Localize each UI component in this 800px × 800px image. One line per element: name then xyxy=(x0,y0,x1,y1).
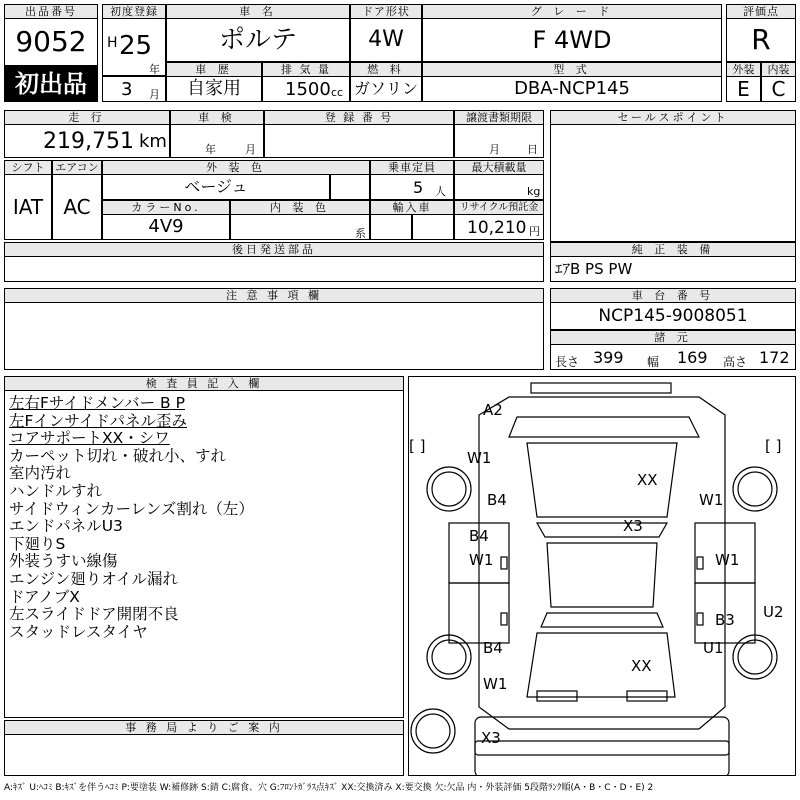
displacement-unit: cc xyxy=(331,86,344,99)
car-name: ポルテ xyxy=(166,18,350,62)
sales-points-label: セールスポイント xyxy=(550,110,796,125)
notes-label: 注 意 事 項 欄 xyxy=(4,288,544,303)
capacity-unit: 人 xyxy=(435,185,446,198)
inspector-notes-box xyxy=(4,390,404,718)
left-handle-2 xyxy=(501,613,507,625)
capacity-box xyxy=(370,174,454,200)
chassis-number: NCP145-9008051 xyxy=(550,302,796,330)
dims-label: 諸 元 xyxy=(550,330,796,345)
mark-w1-fl: W1 xyxy=(467,449,492,467)
month-unit: 月 xyxy=(149,88,160,101)
load-unit: kg xyxy=(527,185,541,198)
width-label: 幅 xyxy=(647,355,660,369)
capacity-label: 乗車定員 xyxy=(370,160,454,175)
first-reg-label: 初度登録 xyxy=(102,4,166,19)
color-no-label: カラーNo. xyxy=(102,200,230,215)
mark-w1-rear-left: W1 xyxy=(483,675,508,693)
notes-box xyxy=(4,302,544,370)
plate-box xyxy=(264,124,454,158)
inspector-note-line: サイドウィンカーレンズ割れ（左） xyxy=(9,499,254,518)
bracket-left: [ ] xyxy=(409,437,426,455)
body-outline xyxy=(479,397,725,729)
later-parts-box xyxy=(4,256,544,282)
mark-w1-door-right: W1 xyxy=(715,551,740,569)
right-handle-2 xyxy=(697,613,703,625)
color-no: 4V9 xyxy=(102,214,230,240)
mark-b4-left: B4 xyxy=(487,491,507,509)
equipment-label: 純 正 装 備 xyxy=(550,242,796,257)
damage-diagram xyxy=(408,376,796,776)
rating-label: 評価点 xyxy=(726,4,796,19)
air-conditioner: AC xyxy=(52,174,102,240)
shift-label: シフト xyxy=(4,160,52,175)
office-box xyxy=(4,734,404,776)
mark-x3-center: X3 xyxy=(623,517,643,535)
inspector-note-line: 左スライドドア開閉不良 xyxy=(9,605,179,624)
era: H xyxy=(107,35,118,51)
interior-color-unit: 系 xyxy=(355,227,366,240)
mark-xx-rear: XX xyxy=(631,657,652,675)
width: 169 xyxy=(677,348,708,367)
right-handle-1 xyxy=(697,557,703,569)
inspector-note-line: スタッドレスタイヤ xyxy=(9,622,148,641)
history-label: 車 歴 xyxy=(166,62,262,77)
recycle-label: リサイクル預託金 xyxy=(454,200,544,215)
interior-color-box xyxy=(230,214,370,240)
legend: A:ｷｽﾞ U:ﾍｺﾐ B:ｷｽﾞを伴うﾍｺﾐ P:要塗装 W:補修跡 S:錆 C:腐食、穴 G:ﾌﾛﾝﾄｶﾞﾗｽ点ｷｽﾞ XX:交換済み X:要交換 欠:欠品 内・外装評価 5段階ﾗﾝｸ順(A・B・C・D・E) 2 xyxy=(4,783,654,793)
grade: F 4WD xyxy=(422,18,722,62)
first-reg-year-box xyxy=(102,18,166,76)
rear-bumper-shape xyxy=(475,741,729,755)
transfer-day-unit: 日 xyxy=(527,143,538,156)
mileage: 219,751 xyxy=(43,129,134,154)
mark-w1-fr: W1 xyxy=(699,491,724,509)
inspector-note-line: カーペット切れ・破れ小、すれ xyxy=(9,446,227,465)
displacement-label: 排 気 量 xyxy=(262,62,350,77)
exterior-grade: E xyxy=(726,76,761,102)
body-color: ベージュ xyxy=(102,174,330,200)
chassis-label: 車 台 番 号 xyxy=(550,288,796,303)
lot-number-label: 出品番号 xyxy=(4,4,98,19)
office-label: 事 務 局 よ り ご 案 内 xyxy=(4,720,404,735)
roof-shape xyxy=(547,543,657,607)
recycle-unit: 円 xyxy=(529,225,540,238)
interior-grade: C xyxy=(761,76,796,102)
color-label: 外 装 色 xyxy=(102,160,370,175)
mark-u2: U2 xyxy=(763,603,784,621)
mark-b3: B3 xyxy=(715,611,735,629)
inspection-box xyxy=(170,124,264,158)
height-label: 高さ xyxy=(723,355,748,369)
history: 自家用 xyxy=(166,76,262,102)
inspector-note-line: 左Fインサイドパネル歪み xyxy=(9,411,188,430)
inspector-note-line: 左右Fサイドメンバー B P xyxy=(9,394,185,412)
load-box xyxy=(454,174,544,200)
color-extra-box xyxy=(330,174,370,200)
import-box-2 xyxy=(412,214,454,240)
transfer-label: 譲渡書類期限 xyxy=(454,110,544,125)
front-panel-shape xyxy=(509,417,699,437)
left-handle-1 xyxy=(501,557,507,569)
equipment: ｴｱB PS PW xyxy=(550,256,796,282)
first-reg-year: 25 xyxy=(119,31,153,61)
inspection-year-unit: 年 xyxy=(205,143,216,156)
displacement: 1500 xyxy=(285,79,331,100)
lot-number: 9052 xyxy=(4,18,98,66)
length: 399 xyxy=(593,348,624,367)
inspector-note-line: 外装うすい線傷 xyxy=(9,552,118,571)
front-bumper-shape xyxy=(531,383,671,393)
shift: IAT xyxy=(4,174,52,240)
fuel: ガソリン xyxy=(350,76,422,102)
transfer-month-unit: 月 xyxy=(489,143,500,156)
inspector-note-line: エンジン廻りオイル漏れ xyxy=(9,570,178,588)
model-code: DBA-NCP145 xyxy=(422,76,722,102)
inspector-label: 検 査 員 記 入 欄 xyxy=(4,376,404,391)
recycle-fee: 10,210 xyxy=(467,218,527,238)
inspector-note-line: ドアノブX xyxy=(9,587,80,606)
year-unit: 年 xyxy=(149,63,160,76)
windshield-shape xyxy=(537,523,667,537)
load-label: 最大積載量 xyxy=(454,160,544,175)
grade-label: グ レ ー ド xyxy=(422,4,722,19)
inspector-note-line: 下廻りS xyxy=(9,534,66,553)
rear-view-shape xyxy=(475,717,729,775)
mark-a2: A2 xyxy=(483,401,503,419)
door-label: ドア形状 xyxy=(350,4,422,19)
first-listing-badge: 初出品 xyxy=(4,66,98,102)
interior-label: 内装 xyxy=(761,62,796,77)
mark-b4-rear-left: B4 xyxy=(483,639,503,657)
import-label: 輸入車 xyxy=(370,200,454,215)
model-label: 型 式 xyxy=(422,62,722,77)
first-reg-month: 3 xyxy=(121,79,133,100)
bracket-right: [ ] xyxy=(765,437,782,455)
tail-right-shape xyxy=(627,691,667,701)
fuel-label: 燃 料 xyxy=(350,62,422,77)
mark-w1-door-left: W1 xyxy=(469,551,494,569)
height: 172 xyxy=(759,348,790,367)
interior-color-label: 内 装 色 xyxy=(230,200,370,215)
car-diagram-svg xyxy=(409,377,795,775)
displacement-box xyxy=(262,76,350,102)
door-type: 4W xyxy=(350,18,422,62)
sales-points-box xyxy=(550,124,796,242)
first-reg-month-box xyxy=(102,76,166,102)
rear-glass-shape xyxy=(541,613,663,627)
tail-left-shape xyxy=(537,691,577,701)
mark-b4-door-left: B4 xyxy=(469,527,489,545)
inspector-note-line: 室内汚れ xyxy=(9,464,72,483)
mileage-box xyxy=(4,124,170,158)
plate-label: 登 録 番 号 xyxy=(264,110,454,125)
mileage-label: 走 行 xyxy=(4,110,170,125)
capacity: 5 xyxy=(413,178,424,197)
mileage-unit: km xyxy=(139,131,167,152)
inspector-note-line: エンドパネルU3 xyxy=(9,517,123,536)
later-parts-label: 後日発送部品 xyxy=(4,242,544,257)
length-label: 長さ xyxy=(555,355,580,369)
ac-label: エアコン xyxy=(52,160,102,175)
mark-xx-hood: XX xyxy=(637,471,658,489)
inspection-label: 車 検 xyxy=(170,110,264,125)
mark-u1: U1 xyxy=(703,639,724,657)
rating: R xyxy=(726,18,796,62)
inspection-month-unit: 月 xyxy=(245,143,256,156)
mark-x3-bottom: X3 xyxy=(481,729,501,747)
rear-hatch-shape xyxy=(527,633,675,697)
transfer-box xyxy=(454,124,544,158)
import-box-1 xyxy=(370,214,412,240)
inspector-note-line: コアサポートXX・シワ xyxy=(9,429,170,448)
dims-box xyxy=(550,344,796,370)
inspector-note-line: ハンドルすれ xyxy=(9,482,103,500)
exterior-label: 外装 xyxy=(726,62,761,77)
recycle-box xyxy=(454,214,544,240)
car-name-label: 車 名 xyxy=(166,4,350,19)
